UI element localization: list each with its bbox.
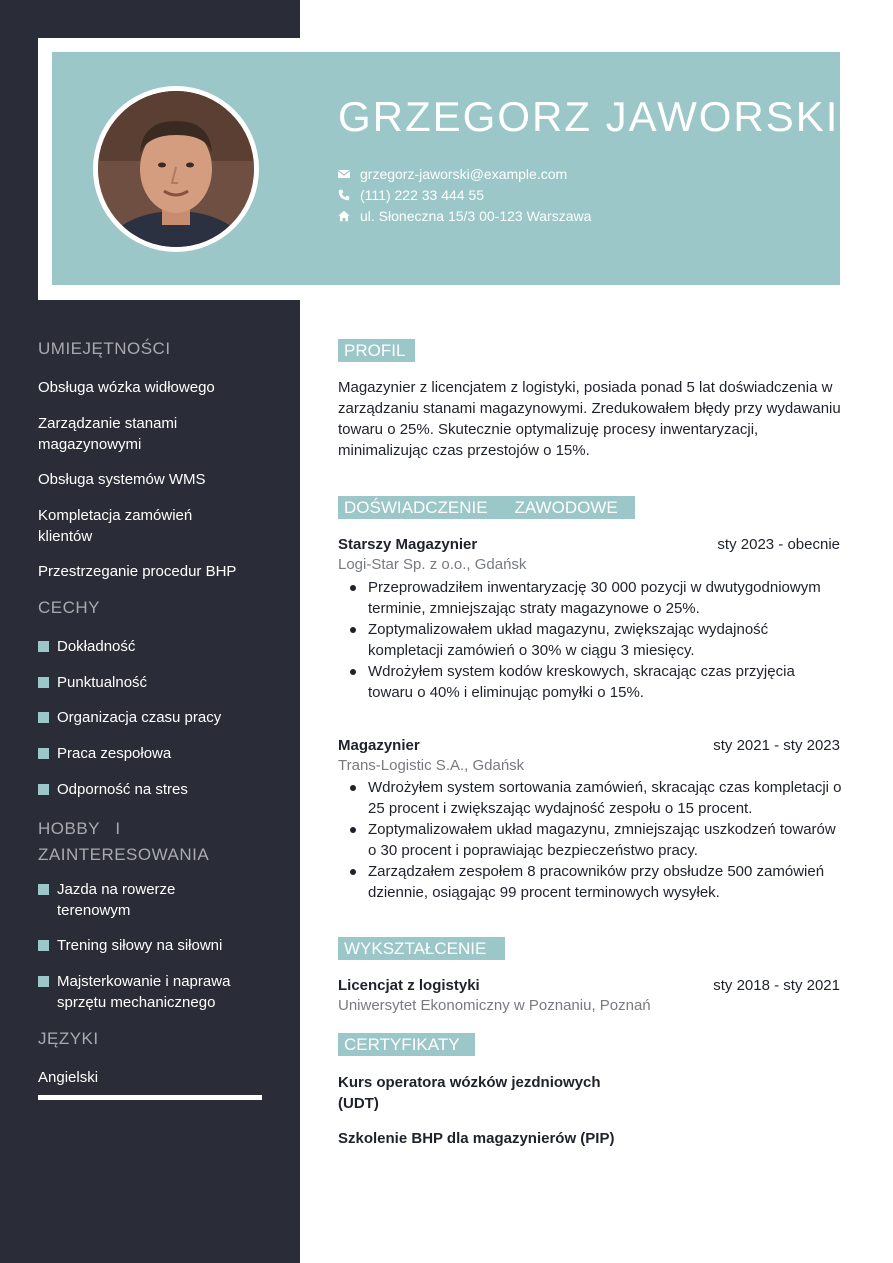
hobby-item xyxy=(38,935,278,956)
bullet-square-icon xyxy=(38,940,49,951)
experience-heading: DOŚWIADCZENIE ZAWODOWE xyxy=(338,496,635,519)
list-item: Zarządzałem zespołem 8 pracowników przy obsłudze 500 zamówień dziennie, osiągając 99 procent terminowych wysyłek. xyxy=(338,861,843,903)
contact-phone[interactable] xyxy=(338,184,591,205)
list-item: Wdrożyłem system sortowania zamówień, skracając czas kompletacji o 25 procent i zwiększając wydajność zespołu o 15 procent. xyxy=(338,777,843,819)
contact-email[interactable] xyxy=(338,163,591,184)
education-degree: Licencjat z logistyki xyxy=(338,977,480,994)
mail-icon xyxy=(338,168,350,180)
hobby-item xyxy=(38,879,238,921)
trait-label: Praca zespołowa xyxy=(57,745,172,762)
hobby-heading: HOBBY I ZAINTERESOWANIA xyxy=(38,819,210,864)
contact-address-text: ul. Słoneczna 15/3 00-123 Warszawa xyxy=(360,207,592,224)
bullet-square-icon xyxy=(38,748,49,759)
contact-address xyxy=(338,205,591,226)
bullet-square-icon xyxy=(38,784,49,795)
phone-icon xyxy=(338,189,350,201)
education-dates: sty 2018 - sty 2021 xyxy=(713,977,840,994)
skills-heading: UMIEJĘTNOŚCI xyxy=(38,339,171,358)
list-item: Przeprowadziłem inwentaryzację 30 000 pozycji w dwutygodniowym terminie, zmniejszając straty magazynowe o 25%. xyxy=(338,577,843,619)
skill-item: Obsługa wózka widłowego xyxy=(38,379,215,396)
list-item: Wdrożyłem system kodów kreskowych, skracając czas przyjęcia towaru o 40% i eliminując pomyłki o 15%. xyxy=(338,661,843,703)
contact-phone-text[interactable]: (111) 222 33 444 55 xyxy=(360,186,485,203)
list-item: Zoptymalizowałem układ magazynu, zmniejszając uszkodzeń towarów o 30 procent i poprawiając bezpieczeństwo pracy. xyxy=(338,819,843,861)
language-level-bar xyxy=(38,1095,262,1100)
trait-item xyxy=(38,743,278,764)
hobby-label: Majsterkowanie i naprawa sprzętu mechanicznego xyxy=(57,973,231,1011)
bullet-square-icon xyxy=(38,641,49,652)
hobby-label: Trening siłowy na siłowni xyxy=(57,937,223,954)
bullet-square-icon xyxy=(38,884,49,895)
skill-item: Zarządzanie stanami magazynowymi xyxy=(38,415,178,453)
skill-item: Obsługa systemów WMS xyxy=(38,471,206,488)
profile-photo xyxy=(93,86,259,252)
job-title: Magazynier xyxy=(338,737,420,754)
avatar xyxy=(98,91,254,247)
job-dates: sty 2023 - obecnie xyxy=(717,536,840,553)
job-dates: sty 2021 - sty 2023 xyxy=(713,737,840,754)
skill-item: Kompletacja zamówień klientów xyxy=(38,507,193,545)
home-icon xyxy=(338,210,350,222)
education-heading: WYKSZTAŁCENIE xyxy=(338,937,505,960)
candidate-name: GRZEGORZ JAWORSKI xyxy=(338,93,840,140)
job-company: Logi-Star Sp. z o.o., Gdańsk xyxy=(338,556,527,573)
profile-heading: PROFIL xyxy=(338,339,415,362)
portrait-illustration xyxy=(98,91,254,247)
hobby-item xyxy=(38,971,278,1013)
profile-text: Magazynier z licencjatem z logistyki, posiada ponad 5 lat doświadczenia w zarządzaniu stanami magazynowymi. Zredukowałem błędy przy wydawaniu towaru o 25%. Skutecznie optymalizuję procesy inwentaryzacji, minimalizując czas przestojów o 15%. xyxy=(338,379,841,459)
education-school: Uniwersytet Ekonomiczny w Poznaniu, Poznań xyxy=(338,997,651,1014)
list-item: Zoptymalizowałem układ magazynu, zwiększając wydajność kompletacji zamówień o 30% w ciągu 3 miesięcy. xyxy=(338,619,843,661)
languages-heading: JĘZYKI xyxy=(38,1029,99,1048)
trait-item xyxy=(38,636,278,657)
contact-email-text[interactable]: grzegorz-jaworski@example.com xyxy=(360,165,568,182)
job-bullets xyxy=(338,577,843,703)
trait-label: Odporność na stres xyxy=(57,781,188,798)
contact-list xyxy=(338,163,591,226)
skill-item: Przestrzeganie procedur BHP xyxy=(38,563,237,580)
trait-label: Dokładność xyxy=(57,638,136,655)
trait-label: Punktualność xyxy=(57,674,148,691)
job-title: Starszy Magazynier xyxy=(338,536,478,553)
certificate-item: Kurs operatora wózków jezdniowych (UDT) xyxy=(338,1074,601,1112)
certificates-heading: CERTYFIKATY xyxy=(338,1033,475,1056)
language-name: Angielski xyxy=(38,1069,99,1086)
job-bullets xyxy=(338,777,843,903)
job-company: Trans-Logistic S.A., Gdańsk xyxy=(338,757,525,774)
trait-item xyxy=(38,707,278,728)
trait-label: Organizacja czasu pracy xyxy=(57,709,222,726)
trait-item xyxy=(38,779,278,800)
bullet-square-icon xyxy=(38,712,49,723)
trait-item xyxy=(38,672,278,693)
traits-heading: CECHY xyxy=(38,598,101,617)
hobby-label: Jazda na rowerze terenowym xyxy=(57,881,176,919)
certificate-item: Szkolenie BHP dla magazynierów (PIP) xyxy=(338,1130,615,1147)
bullet-square-icon xyxy=(38,976,49,987)
bullet-square-icon xyxy=(38,677,49,688)
